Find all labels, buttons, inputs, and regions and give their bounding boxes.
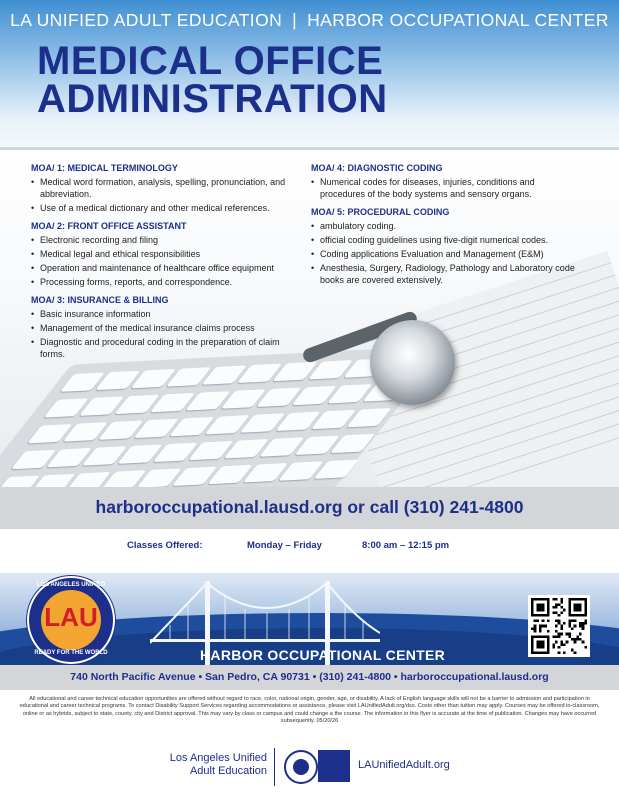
list-item: • Diagnostic and procedural coding in the preparation of claim forms. — [31, 336, 301, 360]
footer — [0, 740, 619, 800]
footer-divider — [274, 748, 275, 786]
list-item: • ambulatory coding. — [311, 220, 581, 232]
lausd-seal-icon — [27, 576, 115, 664]
list-item: • Anesthesia, Surgery, Radiology, Pathology and Laboratory code books are covered extensively. — [311, 262, 581, 286]
section-title: MOA/ 2: FRONT OFFICE ASSISTANT — [31, 221, 187, 231]
section-list — [31, 176, 301, 214]
course-list-left — [31, 162, 301, 366]
footer-org-line-1: Los Angeles Unified — [169, 752, 267, 764]
list-item: • Use of a medical dictionary and other medical references. — [31, 202, 301, 214]
section-title: MOA/ 1: MEDICAL TERMINOLOGY — [31, 163, 178, 173]
keyboard-key — [0, 475, 40, 487]
address-bar — [0, 665, 619, 690]
banner-center-name: HARBOR OCCUPATIONAL CENTER — [200, 647, 446, 663]
section-title: MOA/ 4: DIAGNOSTIC CODING — [311, 163, 443, 173]
list-item: • Numerical codes for diseases, injuries, conditions and procedures of the body systems and sensory organs. — [311, 176, 581, 200]
section-list — [31, 308, 301, 360]
section-title: MOA/ 3: INSURANCE & BILLING — [31, 295, 169, 305]
list-item: • Electronic recording and filing — [31, 234, 301, 246]
title-line-2: ADMINISTRATION — [37, 77, 388, 121]
org-name: LA UNIFIED ADULT EDUCATION — [10, 10, 283, 30]
address-line: 740 North Pacific Avenue • San Pedro, CA 90731 • (310) 241-4800 • harboroccupational.lausd.org — [70, 671, 549, 683]
page-title — [37, 39, 388, 121]
adult-ed-logo-icon — [318, 750, 350, 782]
header-separator: | — [292, 10, 298, 30]
list-item: • Processing forms, reports, and correspondence. — [31, 276, 301, 288]
seal-top-text: LOS ANGELES UNIFIED — [36, 582, 106, 588]
list-item: • Management of the medical insurance claims process — [31, 322, 301, 334]
header-org-line — [0, 10, 619, 31]
seal-letters: LAU — [44, 602, 98, 632]
section-list — [31, 234, 301, 288]
classes-time: 8:00 am – 12:15 pm — [362, 540, 450, 551]
list-item: • Medical legal and ethical responsibilities — [31, 248, 301, 260]
qr-code-icon[interactable] — [528, 595, 590, 657]
course-list-right — [311, 162, 581, 292]
header-banner — [0, 0, 619, 148]
section-title: MOA/ 5: PROCEDURAL CODING — [311, 207, 450, 217]
disclaimer-text: All educational and career technical education opportunities are offered without regard to race, color, national origin, gender, age, or disability. A lack of English language skills will not be a barrier to admission and participation in educational and career technical programs. To contact Disability Support Services regarding accommodations or assistance, please visit LAUnifiedAdult.org/dss. Costs other than tuition may apply. Courses may be offered in-classroom, online or as hybrids, subject to state, county, city and District approval. This may vary by class or campus and could change a the course. The information in this flyer is accurate at the time of publication. Changes may have occurred subsequently. 05/20/26 — [19, 696, 600, 725]
district-seal-icon — [284, 750, 318, 784]
list-item: • Coding applications Evaluation and Management (E&M) — [311, 248, 581, 260]
list-item: • Operation and maintenance of healthcare office equipment — [31, 262, 301, 274]
classes-label: Classes Offered: — [127, 540, 203, 551]
footer-org-line-2: Adult Education — [189, 765, 267, 777]
contact-url[interactable]: harboroccupational.lausd.org or call (310) 241-4800 — [95, 497, 524, 517]
seal-bottom-text: READY FOR THE WORLD — [34, 650, 108, 656]
title-line-1: MEDICAL OFFICE — [37, 39, 384, 83]
section-list — [311, 176, 581, 200]
classes-days: Monday – Friday — [247, 540, 322, 551]
list-item: • official coding guidelines using five-digit numerical codes. — [311, 234, 581, 246]
footer-org — [140, 752, 267, 778]
stethoscope-icon — [370, 320, 455, 405]
list-item: • Medical word formation, analysis, spelling, pronunciation, and abbreviation. — [31, 176, 301, 200]
center-name: HARBOR OCCUPATIONAL CENTER — [307, 10, 609, 30]
contact-bar — [0, 487, 619, 529]
list-item: • Basic insurance information — [31, 308, 301, 320]
section-list — [311, 220, 581, 286]
footer-website-link[interactable]: LAUnifiedAdult.org — [358, 759, 450, 771]
